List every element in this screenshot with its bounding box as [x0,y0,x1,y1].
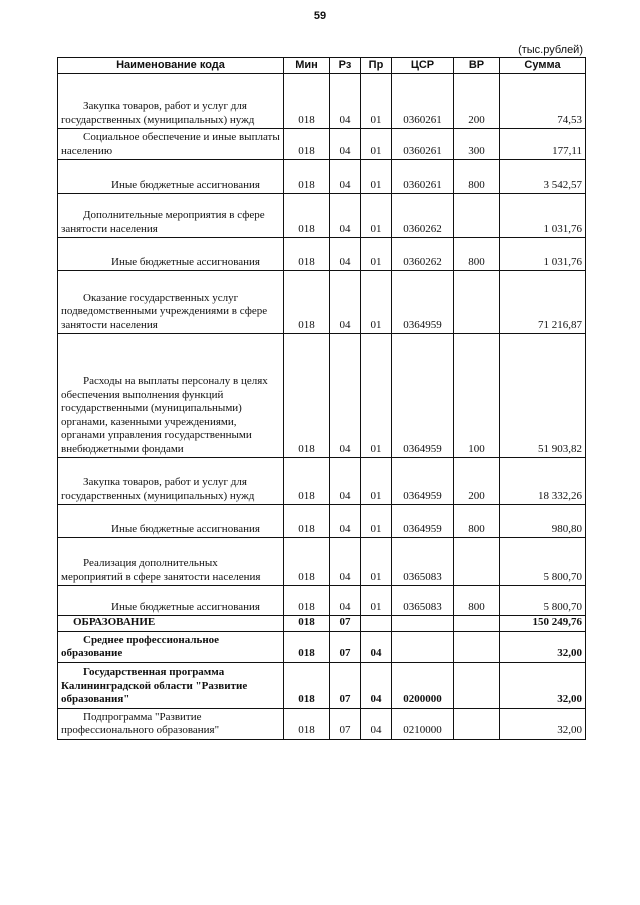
row-min: 018 [284,160,330,194]
row-sum: 71 216,87 [500,271,586,334]
row-sum: 1 031,76 [500,238,586,271]
row-pr: 04 [361,662,392,708]
table-row [58,334,586,458]
row-vr: 300 [454,129,500,160]
column-header-vr: ВР [454,58,500,74]
row-vr [454,708,500,739]
row-pr: 01 [361,271,392,334]
row-name: Иные бюджетные ассигнования [111,600,260,613]
row-name: Государственная программа Калининградской области "Развитие образования" [61,666,248,705]
table-row-subsection [58,631,586,662]
row-sum: 74,53 [500,74,586,129]
table-header-row [58,58,586,74]
row-sum: 32,00 [500,708,586,739]
row-rz: 04 [330,538,361,586]
row-name: Расходы на выплаты персоналу в целях обеспечения выполнения функций государственными (муниципальными) органами, казенными учреждениями, органами управления государственными внебюджетными фондами [61,375,268,455]
row-min: 018 [284,662,330,708]
row-csr: 0360262 [392,238,454,271]
row-min: 018 [284,616,330,632]
row-rz: 04 [330,129,361,160]
row-csr: 0200000 [392,662,454,708]
row-vr: 800 [454,586,500,616]
row-vr: 200 [454,458,500,505]
row-min: 018 [284,334,330,458]
row-csr: 0360261 [392,129,454,160]
row-rz: 04 [330,74,361,129]
row-csr: 0364959 [392,505,454,538]
row-csr [392,616,454,632]
row-vr [454,538,500,586]
row-sum: 18 332,26 [500,458,586,505]
row-pr: 04 [361,708,392,739]
column-header-csr: ЦСР [392,58,454,74]
row-name: Закупка товаров, работ и услуг для государственных (муниципальных) нужд [61,476,255,502]
row-pr: 01 [361,160,392,194]
row-pr: 01 [361,505,392,538]
row-rz: 04 [330,505,361,538]
row-name: Реализация дополнительных мероприятий в сфере занятости населения [61,557,261,583]
row-min: 018 [284,505,330,538]
column-header-sum: Сумма [500,58,586,74]
row-pr: 01 [361,129,392,160]
row-sum: 1 031,76 [500,194,586,238]
row-rz: 04 [330,194,361,238]
row-rz: 04 [330,238,361,271]
row-csr: 0365083 [392,538,454,586]
page-number: 59 [313,10,327,22]
row-name: Иные бюджетные ассигнования [111,178,260,191]
row-sum: 5 800,70 [500,538,586,586]
row-sum: 32,00 [500,662,586,708]
row-pr: 01 [361,538,392,586]
row-min: 018 [284,631,330,662]
row-pr: 01 [361,238,392,271]
row-vr: 800 [454,160,500,194]
table-row [58,505,586,538]
row-rz: 04 [330,271,361,334]
row-name: Среднее профессиональное образование [61,633,220,659]
row-csr: 0360261 [392,160,454,194]
table-row [58,74,586,129]
row-rz: 04 [330,458,361,505]
table-row [58,708,586,739]
table-row [58,160,586,194]
table-row [58,194,586,238]
row-sum: 51 903,82 [500,334,586,458]
budget-table [57,57,586,740]
row-csr: 0364959 [392,458,454,505]
column-header-name: Наименование кода [58,58,284,74]
row-sum: 150 249,76 [500,616,586,632]
table-row-program [58,662,586,708]
table-row [58,458,586,505]
row-sum: 980,80 [500,505,586,538]
row-rz: 04 [330,160,361,194]
table-row [58,238,586,271]
row-vr: 200 [454,74,500,129]
row-vr [454,194,500,238]
column-header-rz: Рз [330,58,361,74]
row-csr: 0364959 [392,271,454,334]
table-row [58,271,586,334]
row-name: Закупка товаров, работ и услуг для государственных (муниципальных) нужд [61,100,255,126]
row-min: 018 [284,458,330,505]
row-min: 018 [284,708,330,739]
row-rz: 07 [330,631,361,662]
row-name: Социальное обеспечение и иные выплаты населению [61,131,280,157]
units-label: (тыс.рублей) [518,44,583,56]
row-min: 018 [284,74,330,129]
row-pr: 01 [361,586,392,616]
row-csr: 0360261 [392,74,454,129]
table-row-section [58,616,586,632]
row-csr [392,631,454,662]
row-rz: 07 [330,616,361,632]
table-row [58,586,586,616]
row-name: Оказание государственных услуг подведомственными учреждениями в сфере занятости населения [61,291,268,331]
row-rz: 04 [330,334,361,458]
row-name: Иные бюджетные ассигнования [111,255,260,268]
row-pr: 04 [361,631,392,662]
row-pr: 01 [361,74,392,129]
table-row [58,129,586,160]
row-min: 018 [284,271,330,334]
row-vr: 800 [454,238,500,271]
row-vr [454,631,500,662]
row-csr: 0365083 [392,586,454,616]
row-sum: 32,00 [500,631,586,662]
row-vr [454,616,500,632]
row-sum: 5 800,70 [500,586,586,616]
row-min: 018 [284,538,330,586]
row-pr: 01 [361,458,392,505]
row-rz: 04 [330,586,361,616]
row-name: Дополнительные мероприятия в сфере занятости населения [61,209,265,235]
row-vr: 800 [454,505,500,538]
row-pr: 01 [361,194,392,238]
row-rz: 07 [330,662,361,708]
column-header-min: Мин [284,58,330,74]
row-name: Иные бюджетные ассигнования [111,522,260,535]
row-min: 018 [284,194,330,238]
row-min: 018 [284,238,330,271]
row-rz: 07 [330,708,361,739]
row-sum: 177,11 [500,129,586,160]
row-min: 018 [284,129,330,160]
row-csr: 0364959 [392,334,454,458]
row-pr [361,616,392,632]
row-name: ОБРАЗОВАНИЕ [73,616,156,628]
row-vr [454,271,500,334]
table-row [58,538,586,586]
row-min: 018 [284,586,330,616]
row-pr: 01 [361,334,392,458]
row-name: Подпрограмма "Развитие профессионального образования" [61,710,220,736]
row-vr [454,662,500,708]
column-header-pr: Пр [361,58,392,74]
row-sum: 3 542,57 [500,160,586,194]
row-csr: 0360262 [392,194,454,238]
row-csr: 0210000 [392,708,454,739]
row-vr: 100 [454,334,500,458]
